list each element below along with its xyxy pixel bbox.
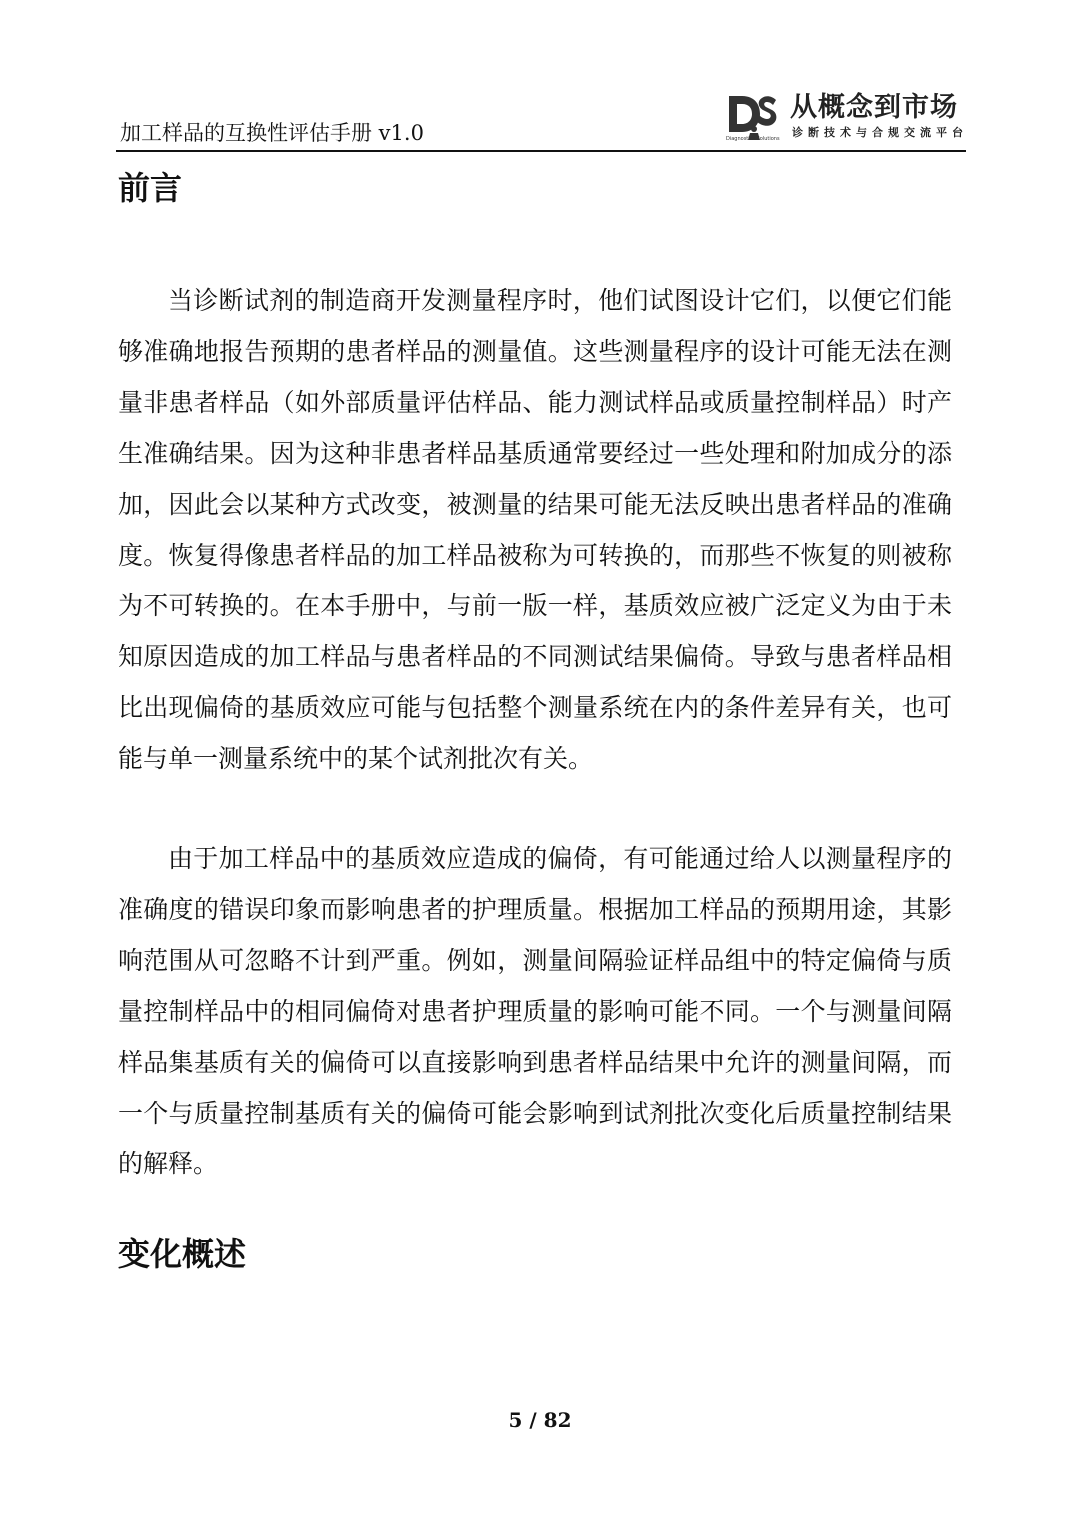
header-divider [116, 150, 966, 152]
document-title: 加工样品的互换性评估手册 v1.0 [120, 121, 424, 145]
logo-small-text: Diagnostics Solutions [726, 136, 780, 142]
section-heading-overview: 变化概述 [118, 1235, 247, 1273]
body-paragraph: 当诊断试剂的制造商开发测量程序时，他们试图设计它们，以便它们能够准确地报告预期的患者样品的测量值。这些测量程序的设计可能无法在测量非患者样品（如外部质量评估样品、能力测试样品或质量控制样品）时产生准确结果。因为这种非患者样品基质通常要经过一些处理和附加成分的添加，因此会以某种方式改变，被测量的结果可能无法反映出患者样品的准确度。恢复得像患者样品的加工样品被称为可转换的，而那些不恢复的则被称为不可转换的。在本手册中，与前一版一样，基质效应被广泛定义为由于未知原因造成的加工样品与患者样品的不同测试结果偏倚。导致与患者样品相比出现偏倚的基质效应可能与包括整个测量系统在内的条件差异有关，也可能与单一测量系统中的某个试剂批次有关。 [118, 286, 952, 774]
page-number: 5 / 82 [508, 1408, 572, 1432]
body-paragraph: 由于加工样品中的基质效应造成的偏倚，有可能通过给人以测量程序的准确度的错误印象而影响患者的护理质量。根据加工样品的预期用途，其影响范围从可忽略不计到严重。例如，测量间隔验证样品组中的特定偏倚与质量控制样品中的相同偏倚对患者护理质量的影响可能不同。一个与测量间隔样品集基质有关的偏倚可以直接影响到患者样品结果中允许的测量间隔，而一个与质量控制基质有关的偏倚可能会影响到试剂批次变化后质量控制结果的解释。 [118, 844, 952, 1179]
logo-subtitle: 诊断技术与合规交流平台 [792, 126, 968, 139]
logo-name: 从概念到市场 [790, 92, 958, 123]
brand-logo [726, 92, 966, 146]
section-heading-preface: 前言 [118, 169, 183, 207]
